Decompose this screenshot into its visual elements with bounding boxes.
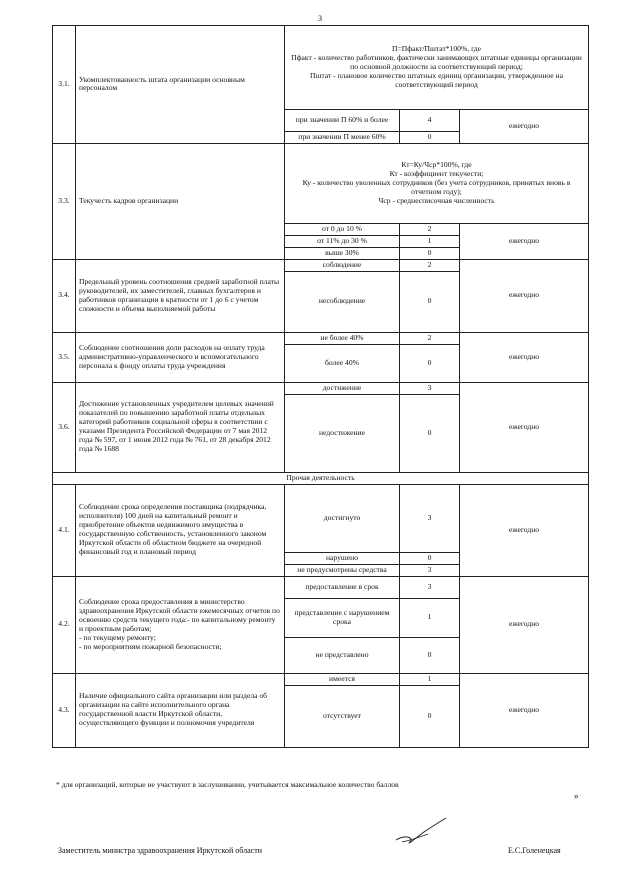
points-value: 2 [400,259,460,271]
condition-text: не представлено [285,637,400,673]
table-row [53,143,589,223]
condition-text: отсутствует [285,685,400,747]
table-row [53,259,589,271]
points-value: 0 [400,637,460,673]
points-value: 3 [400,576,460,598]
points-value: 3 [400,564,460,576]
row-number: 3.6. [53,382,76,472]
points-value: 0 [400,132,460,144]
points-value: 3 [400,382,460,394]
formula-line: П=Пфакт/Пштат*100%, где [391,44,482,54]
criterion-text: Достижение установленных учредителем целевых значений показателей по повышению заработной платы отдельных категорий работников социальной сферы в соответствии с указами Президента Российской Федерации от 7 мая 2012 года № 597, от 1 июня 2012 года № 761, от 28 декабря 2012 года № 1688 [76,382,285,472]
period-text: ежегодно [460,110,589,144]
condition-text: предоставление в срок [285,576,400,598]
formula-line: Чср - среднесписочная численность [378,195,495,205]
formula-line: Пфакт - количество работников, фактически занимающих штатные единицы организации по основной должности за соответствующий период; [291,53,582,72]
table-row [53,26,589,110]
points-value: 0 [400,247,460,259]
formula-line: Ку - количество уволенных сотрудников (без учета сотрудников, принятых вновь в отчетном году); [302,177,571,196]
condition-text: несоблюдение [285,271,400,332]
table-row [53,673,589,685]
table-row [53,332,589,344]
signer-position: Заместитель министра здравоохранения Иркутской области [58,846,262,855]
condition-text: при значении П менее 60% [285,132,400,144]
condition-text: от 11% до 30 % [285,235,400,247]
criterion-line: Соблюдение срока предоставления в министерство здравоохранения Иркутской области ежемесячных отчетов по освоению средств текущего года:- по капитальному ремонту и проектным работам; [79,596,280,633]
points-value: 1 [400,598,460,637]
criteria-table [52,25,589,748]
table-row [53,382,589,394]
footnote: * для организаций, которые не участвуют в заслушивании, учитывается максимальное количество баллов [56,780,399,789]
condition-text: не более 40% [285,332,400,344]
criterion-text: Предельный уровень соотношения средней заработной платы руководителей, их заместителей, главных бухгалтеров и работников организации в кратности от 1 до 6 с учетом сложности и объема выполняемой работы [76,259,285,332]
section-title: Прочая деятельность [53,472,589,484]
condition-text: недостижение [285,394,400,472]
points-value: 0 [400,552,460,564]
condition-text: достижение [285,382,400,394]
criterion-line: - по мероприятиям пожарной безопасности; [79,641,222,651]
row-number: 4.3. [53,673,76,747]
formula-cell [285,26,589,110]
points-value: 0 [400,685,460,747]
condition-text: соблюдение [285,259,400,271]
criterion-text: Укомплектованность штата организации основным персоналом [76,26,285,144]
period-text: ежегодно [460,259,589,332]
row-number: 3.1. [53,26,76,144]
period-text: ежегодно [460,673,589,747]
criterion-text: Соблюдение срока определения поставщика (подрядчика, исполнителя) 100 дней на капитальный ремонт и приобретение объектов недвижимого имущества в государственную собственность, установленного законом Иркутской области об областном бюджете на очередной финансовый год и плановый период [76,484,285,576]
period-text: ежегодно [460,576,589,673]
criterion-text: Наличие официального сайта организации или раздела об организации на сайте исполнительного органа государственной власти Иркутской области, осуществляющего функции и полномочия учредителя [76,673,285,747]
period-text: ежегодно [460,223,589,259]
condition-text: нарушено [285,552,400,564]
condition-text: имеется [285,673,400,685]
condition-text: от 0 до 10 % [285,223,400,235]
formula-cell [285,143,589,223]
points-value: 0 [400,394,460,472]
condition-text: представление с нарушением срока [285,598,400,637]
criterion-text [76,576,285,673]
closing-quote: » [574,791,579,801]
signer-name: Е.С.Голенецкая [508,846,561,855]
formula-line: Кт - коэффициент текучести; [389,169,484,179]
table-row [53,576,589,598]
points-value: 1 [400,673,460,685]
condition-text: при значении П 60% и более [285,110,400,132]
row-number: 3.5. [53,332,76,382]
criterion-line: - по текущему ремонту; [79,632,156,642]
condition-text: не предусмотрены средства [285,564,400,576]
condition-text: достигнуто [285,484,400,552]
condition-text: выше 30% [285,247,400,259]
row-number: 4.1. [53,484,76,576]
points-value: 1 [400,235,460,247]
page-number: 3 [318,14,322,23]
period-text: ежегодно [460,382,589,472]
formula-line: Пштат - плановое количество штатных единиц организации, утвержденное на соответствующий период [310,70,563,89]
row-number: 3.3. [53,143,76,259]
period-text: ежегодно [460,332,589,382]
formula-line: Кт=Ку/Чср*100%, где [401,160,472,170]
condition-text: более 40% [285,344,400,382]
criterion-text: Соблюдение соотношения доли расходов на оплату труда административно-управленческого и вспомогательного персонала к фонду оплаты труда учреждения [76,332,285,382]
table-row [53,484,589,552]
points-value: 3 [400,484,460,552]
criterion-text: Текучесть кадров организации [76,143,285,259]
row-number: 3.4. [53,259,76,332]
points-value: 2 [400,223,460,235]
period-text: ежегодно [460,484,589,576]
points-value: 2 [400,332,460,344]
points-value: 0 [400,271,460,332]
row-number: 4.2. [53,576,76,673]
points-value: 4 [400,110,460,132]
handwritten-signature [392,812,452,848]
table-row [53,472,589,484]
points-value: 0 [400,344,460,382]
